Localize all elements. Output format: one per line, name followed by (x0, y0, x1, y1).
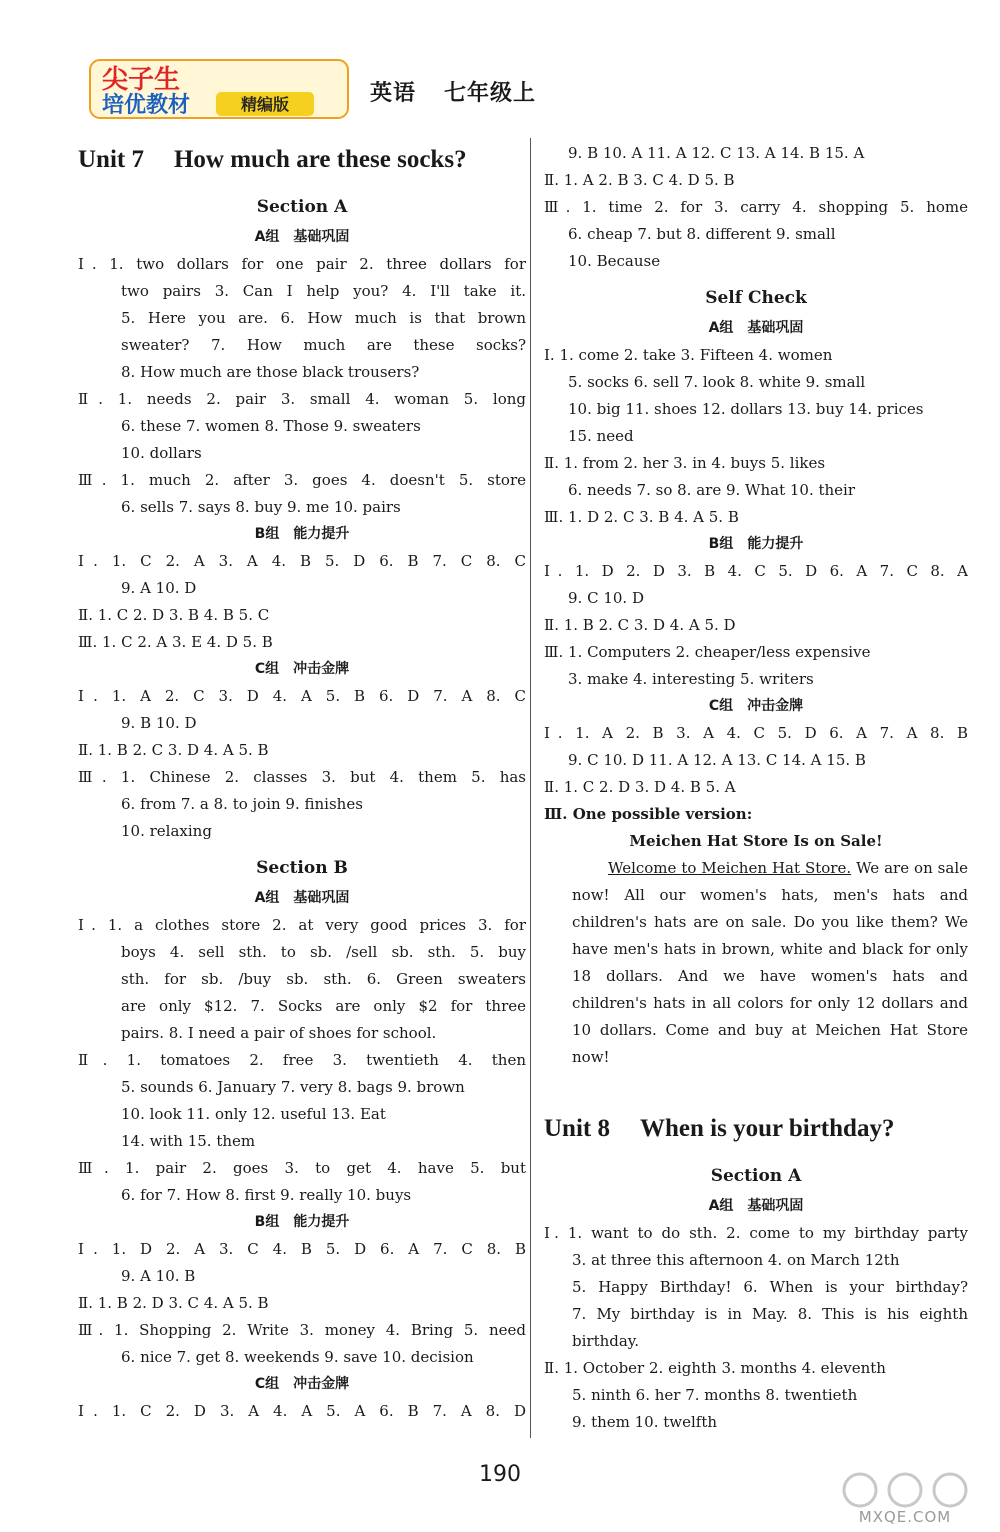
essay-title: Meichen Hat Store Is on Sale! (629, 832, 883, 850)
answer-line: 6. cheap 7. but 8. different 9. small (568, 225, 836, 243)
answer-line: Ⅲ. 1. pair 2. goes 3. to get 4. have 5. but (78, 1159, 526, 1177)
answer-line: 6. nice 7. get 8. weekends 9. save 10. decision (121, 1348, 474, 1366)
answer-line: Ⅰ. 1. D 2. D 3. B 4. C 5. D 6. A 7. C 8. A (544, 562, 968, 580)
page-header (88, 52, 608, 124)
svg-text:培优教材: 培优教材 (102, 93, 191, 118)
watermark-logo: MXQE.COM (830, 1470, 980, 1526)
svg-text:精编版: 精编版 (240, 95, 290, 114)
group-b-heading: B组 能力提升 (708, 536, 804, 552)
answer-line: 7. My birthday is in May. 8. This is his eighth (572, 1305, 968, 1323)
svg-text:尖子生: 尖子生 (102, 65, 181, 95)
subject-name: 英语 (370, 81, 417, 106)
answer-line: two pairs 3. Can I help you? 4. I'll take it. (121, 282, 526, 300)
answer-line: 3. at three this afternoon 4. on March 12th (572, 1251, 900, 1269)
section-a-heading: Section A (710, 1166, 802, 1186)
answer-line: 9. C 10. D (568, 589, 644, 607)
grade-name: 七年级上 (444, 81, 537, 106)
answer-line: 6. sells 7. says 8. buy 9. me 10. pairs (121, 498, 401, 516)
group-a-heading: A组 基础巩固 (254, 229, 350, 245)
answer-line: Ⅰ. 1. want to do sth. 2. come to my birthday party (544, 1224, 968, 1242)
page-number: 190 (479, 1462, 521, 1487)
answer-line: 5. ninth 6. her 7. months 8. twentieth (572, 1386, 858, 1404)
one-possible-version-label: Ⅲ. One possible version: (544, 805, 753, 823)
answer-line: 5. socks 6. sell 7. look 8. white 9. small (568, 373, 866, 391)
answer-line: are only $12. 7. Socks are only $2 for three (121, 997, 526, 1015)
sample-essay (544, 855, 968, 1071)
answer-line: 6. needs 7. so 8. are 9. What 10. their (568, 481, 856, 499)
left-column (78, 140, 526, 1425)
section-a-heading: Section A (256, 197, 348, 217)
answer-line: Ⅱ. 1. C 2. D 3. B 4. B 5. C (78, 606, 270, 624)
answer-line: 10. relaxing (121, 822, 212, 840)
answer-line: Ⅱ. 1. B 2. D 3. C 4. A 5. B (78, 1294, 269, 1312)
group-c-heading: C组 冲击金牌 (708, 698, 804, 714)
answer-line: 10. Because (568, 252, 661, 270)
answer-line: 5. Here you are. 6. How much is that brown (121, 309, 526, 327)
subject-title (370, 76, 564, 107)
answer-line: 9. them 10. twelfth (572, 1413, 718, 1431)
unit-8-title: Unit 8 When is your birthday? (544, 1115, 895, 1142)
answer-line: 6. from 7. a 8. to join 9. finishes (121, 795, 363, 813)
answer-line: Ⅱ. 1. A 2. B 3. C 4. D 5. B (544, 171, 735, 189)
unit-7-title: Unit 7 How much are these socks? (78, 146, 467, 173)
group-b-heading: B组 能力提升 (254, 526, 350, 542)
section-b-heading: Section B (256, 858, 348, 878)
answer-line: Ⅲ. 1. Chinese 2. classes 3. but 4. them 5. has (78, 768, 526, 786)
answer-line: 10. dollars (121, 444, 202, 462)
answer-line: 9. A 10. D (121, 579, 197, 597)
group-a-heading: A组 基础巩固 (254, 890, 350, 906)
self-check-heading: Self Check (705, 288, 807, 308)
answer-line: pairs. 8. I need a pair of shoes for school. (121, 1024, 437, 1042)
answer-line: Ⅰ. 1. come 2. take 3. Fifteen 4. women (544, 346, 833, 364)
answer-line: Ⅱ. 1. October 2. eighth 3. months 4. eleventh (544, 1359, 886, 1377)
answer-line: sth. for sb. /buy sb. sth. 6. Green sweaters (121, 970, 526, 988)
answer-line: Ⅱ. 1. C 2. D 3. D 4. B 5. A (544, 778, 736, 796)
answer-line: 9. B 10. A 11. A 12. C 13. A 14. B 15. A (568, 144, 865, 162)
answer-line: 5. Happy Birthday! 6. When is your birthday? (572, 1278, 968, 1296)
group-c-heading: C组 冲击金牌 (254, 661, 350, 677)
answer-line: 10. look 11. only 12. useful 13. Eat (121, 1105, 386, 1123)
answer-line: Ⅲ. 1. Shopping 2. Write 3. money 4. Bring 5. need (78, 1321, 526, 1339)
answer-line: Ⅰ. 1. A 2. C 3. D 4. A 5. B 6. D 7. A 8. C (78, 687, 526, 705)
answer-line: Ⅱ. 1. needs 2. pair 3. small 4. woman 5. long (78, 390, 526, 408)
answer-line: Ⅰ. 1. C 2. D 3. A 4. A 5. A 6. B 7. A 8. D (78, 1402, 526, 1420)
answer-line: 6. for 7. How 8. first 9. really 10. buys (121, 1186, 412, 1204)
group-a-heading: A组 基础巩固 (708, 320, 804, 336)
answer-line: 14. with 15. them (121, 1132, 256, 1150)
essay-body: We are on sale now! All our women's hats, men's hats and children's hats are on sale. Do you like them? We have men's hats in brown, white and black for only 18 dollars. And we have women's hats and children's hats in all colors for only 12 dollars and 10 dollars. Come and buy at Meichen Hat Store now! (572, 859, 968, 1066)
column-divider (530, 138, 531, 1438)
answer-line: Ⅲ. 1. C 2. A 3. E 4. D 5. B (78, 633, 273, 651)
answer-line: Ⅰ. 1. C 2. A 3. A 4. B 5. D 6. B 7. C 8. C (78, 552, 526, 570)
answer-line: Ⅲ. 1. much 2. after 3. goes 4. doesn't 5. store (78, 471, 526, 489)
answer-line: 9. C 10. D 11. A 12. A 13. C 14. A 15. B (568, 751, 866, 769)
answer-line: 10. big 11. shoes 12. dollars 13. buy 14. prices (568, 400, 924, 418)
answer-line: Ⅱ. 1. tomatoes 2. free 3. twentieth 4. then (78, 1051, 526, 1069)
answer-line: boys 4. sell sth. to sb. /sell sb. sth. 5. buy (121, 943, 526, 961)
answer-line: Ⅲ. 1. time 2. for 3. carry 4. shopping 5. home (544, 198, 968, 216)
answer-line: 8. How much are those black trousers? (121, 363, 420, 381)
book-logo (88, 52, 350, 124)
answer-line: Ⅲ. 1. Computers 2. cheaper/less expensive (544, 643, 871, 661)
answer-line: Ⅱ. 1. B 2. C 3. D 4. A 5. D (544, 616, 736, 634)
answer-line: 3. make 4. interesting 5. writers (568, 670, 814, 688)
group-c-heading: C组 冲击金牌 (254, 1376, 350, 1392)
answer-line: 6. these 7. women 8. Those 9. sweaters (121, 417, 421, 435)
answer-line: Ⅰ. 1. A 2. B 3. A 4. C 5. D 6. A 7. A 8. B (544, 724, 968, 742)
answer-line: Ⅲ. 1. D 2. C 3. B 4. A 5. B (544, 508, 739, 526)
answer-line: Ⅰ. 1. two dollars for one pair 2. three dollars for (78, 255, 526, 273)
answer-line: 9. A 10. B (121, 1267, 196, 1285)
group-b-heading: B组 能力提升 (254, 1214, 350, 1230)
answer-line: sweater? 7. How much are these socks? (121, 336, 526, 354)
essay-opening: Welcome to Meichen Hat Store. (608, 859, 852, 877)
answer-line: Ⅰ. 1. a clothes store 2. at very good prices 3. for (78, 916, 526, 934)
answer-line: Ⅱ. 1. from 2. her 3. in 4. buys 5. likes (544, 454, 826, 472)
answer-line: 9. B 10. D (121, 714, 197, 732)
answer-line: Ⅱ. 1. B 2. C 3. D 4. A 5. B (78, 741, 269, 759)
answer-line: birthday. (572, 1332, 640, 1350)
group-a-heading: A组 基础巩固 (708, 1198, 804, 1214)
answer-line: Ⅰ. 1. D 2. A 3. C 4. B 5. D 6. A 7. C 8. B (78, 1240, 526, 1258)
answer-line: 15. need (568, 427, 634, 445)
answer-watermark-icon (830, 1470, 980, 1510)
answer-line: 5. sounds 6. January 7. very 8. bags 9. brown (121, 1078, 465, 1096)
right-column (544, 140, 968, 1436)
